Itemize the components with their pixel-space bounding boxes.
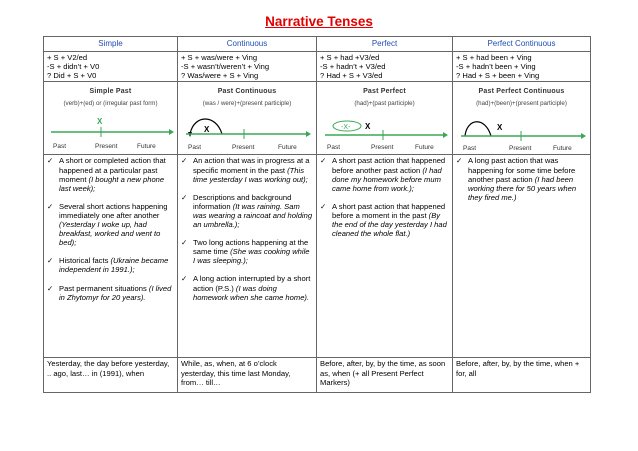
header-perfect: Perfect (317, 37, 453, 52)
uses-row (44, 155, 591, 358)
checkmark-icon: ✓ (320, 156, 327, 166)
svg-text:Present: Present (94, 143, 117, 151)
use-item: ✓ Descriptions and background information (It was raining. Sam was wearing a raincoat and holding an umbrella.); (181, 192, 313, 230)
timeline-diagram (321, 110, 449, 154)
header-perfect-continuous: Perfect Continuous (453, 37, 591, 52)
svg-text:Future: Future (552, 145, 572, 153)
checkmark-icon: ✓ (181, 274, 188, 284)
markers-simple: Yesterday, the day before yesterday, .. ago, last… in (1991), when (44, 358, 178, 393)
diagram-past-continuous: Past Continuous (was / were)+(present participle) X Past Present Future (178, 82, 317, 155)
use-item: ✓ A long action interrupted by a short action (P.S.) (I was doing homework when she came home). (181, 274, 311, 302)
page-title: Narrative Tenses (265, 14, 373, 29)
svg-text:Future: Future (136, 143, 156, 151)
tenses-table (43, 36, 591, 393)
svg-text:Present: Present (370, 144, 393, 152)
svg-text:X: X (364, 122, 370, 132)
formula-cell: + S + was/were + Ving -S + wasn’t/weren’t + Ving ? Was/were + S + Ving (178, 52, 317, 82)
svg-text:-X-: -X- (340, 124, 350, 132)
uses-simple (44, 155, 178, 358)
formula-cell: + S + had been + Ving -S + hadn’t been + Ving ? Had + S + been + Ving (453, 52, 591, 82)
svg-text:X: X (496, 123, 502, 133)
checkmark-icon: ✓ (47, 283, 54, 293)
checkmark-icon: ✓ (456, 156, 463, 166)
checkmark-icon: ✓ (181, 238, 188, 248)
use-item: ✓ An action that was in progress at a specific moment in the past (This time yesterday I was working out); (181, 156, 310, 184)
svg-text:Past: Past (326, 144, 340, 152)
svg-text:Past: Past (462, 145, 476, 153)
timeline-diagram (457, 110, 587, 154)
checkmark-icon: ✓ (320, 201, 327, 211)
use-item: ✓ Historical facts (Ukraine became independent in 1991.); (47, 256, 169, 275)
header-simple: Simple (44, 37, 178, 52)
uses-continuous (178, 155, 317, 358)
markers-perfect-continuous: Before, after, by, by the time, when + for, all (453, 358, 591, 393)
svg-text:Past: Past (52, 143, 66, 151)
use-item: ✓ A short or completed action that happened at a particular past moment (I bought a new phone last week); (47, 156, 166, 193)
diagram-simple-past: Simple Past (verb)+(ed) or (irregular past form) X Past Present Future (44, 82, 178, 155)
diagram-row (44, 82, 591, 155)
header-continuous: Continuous (178, 37, 317, 52)
svg-text:Future: Future (278, 144, 297, 152)
diagram-past-perfect: Past Perfect (had)+(past participle) -X- X Past Present Future (317, 82, 453, 155)
svg-text:Past: Past (188, 144, 202, 152)
checkmark-icon: ✓ (47, 256, 54, 266)
timeline-diagram (182, 110, 312, 154)
use-item: ✓ Several short actions happening immediately one after another (Yesterday I woke up, had breakfast, worked and went to bed); (47, 201, 168, 248)
checkmark-icon: ✓ (181, 192, 188, 202)
markers-row (44, 358, 591, 393)
checkmark-icon: ✓ (47, 201, 54, 211)
uses-perfect (317, 155, 453, 358)
svg-text:Present: Present (508, 145, 531, 153)
svg-text:Present: Present (232, 144, 255, 152)
checkmark-icon: ✓ (47, 156, 54, 166)
timeline-mark: X (96, 117, 102, 127)
header-row (44, 37, 591, 52)
timeline-diagram (47, 110, 175, 154)
use-item: ✓ Two long actions happening at the same time (She was cooking while I was sleeping.); (181, 238, 310, 266)
use-item: ✓ A long past action that was happening for some time before another past action (I had been working there for 50 years when they fired me.) (456, 156, 577, 202)
use-item: ✓ A short past action that happened before another past action (I had done my homework before mum came home from work.); (320, 156, 446, 193)
svg-text:X: X (204, 125, 210, 135)
markers-continuous: While, as, when, at 6 o’clock yesterday, this time last Monday, from… till… (178, 358, 317, 393)
diagram-past-perfect-continuous: Past Perfect Continuous (had)+(been)+(present participle) X Past Present Future (453, 82, 591, 155)
formula-cell: + S + V2/ed -S + didn’t + V0 ? Did + S + V0 (44, 52, 178, 82)
markers-perfect: Before, after, by, by the time, as soon as, when (+ all Present Perfect Markers) (317, 358, 453, 393)
svg-text:Future: Future (414, 144, 434, 152)
formula-cell: + S + had +V3/ed -S + hadn’t + V3/ed ? Had + S + V3/ed (317, 52, 453, 82)
use-item: ✓ A short past action that happened before a moment in the past (By the end of the day yesterday I had cleaned the whole flat.) (320, 201, 447, 239)
uses-perfect-continuous (453, 155, 591, 358)
use-item: ✓ Past permanent situations (I lived in Zhytomyr for 20 years). (47, 283, 172, 302)
checkmark-icon: ✓ (181, 156, 188, 166)
formula-row (44, 52, 591, 82)
